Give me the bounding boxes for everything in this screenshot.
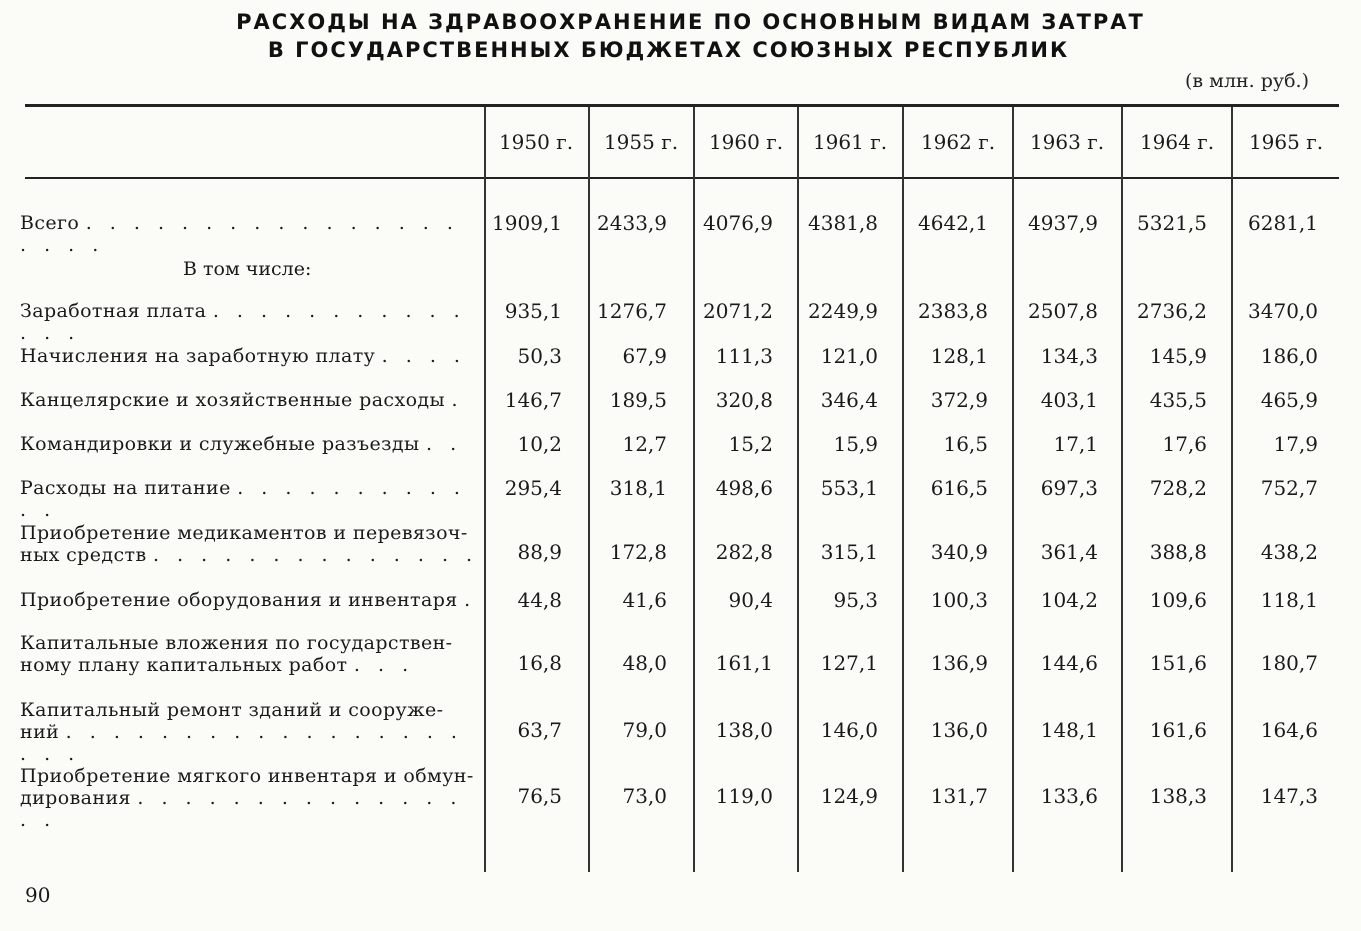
table-cell: 295,4: [504, 476, 562, 500]
table-cell: 144,6: [1040, 651, 1098, 675]
row-label-text: ний: [20, 721, 60, 743]
table-cell: 145,9: [1149, 344, 1207, 368]
row-label-line-2: [20, 787, 480, 831]
table-cell: 3470,0: [1248, 299, 1318, 323]
leader-dots: . . . . . . . . . . . . . . . . . . . .: [20, 721, 463, 765]
table-cell: 2433,9: [597, 211, 667, 235]
row-label-text: Начисления на заработную плату: [20, 345, 376, 367]
table-cell: 131,7: [930, 784, 988, 808]
table-cell: 1276,7: [597, 299, 667, 323]
table-cell: 2071,2: [703, 299, 773, 323]
table-cell: 15,2: [728, 432, 773, 456]
table-cell: 4937,9: [1028, 211, 1098, 235]
row-label: [20, 345, 480, 367]
row-label-line-2: [20, 721, 480, 765]
row-label-text: Всего: [20, 212, 80, 234]
table-cell: 118,1: [1260, 588, 1318, 612]
table-cell: 728,2: [1149, 476, 1207, 500]
leader-dots: . . . . . . . . . . . . . .: [153, 544, 479, 566]
table-cell: 186,0: [1260, 344, 1318, 368]
table-cell: 180,7: [1260, 651, 1318, 675]
table-cell: 10,2: [517, 432, 562, 456]
table-cell: 498,6: [715, 476, 773, 500]
row-label: [20, 765, 480, 831]
row-label: [20, 522, 480, 566]
table-cell: 16,8: [517, 651, 562, 675]
row-label-text: Канцелярские и хозяйственные расходы: [20, 389, 446, 411]
leader-dots: . .: [426, 433, 463, 455]
table-cell: 48,0: [622, 651, 667, 675]
table-cell: 127,1: [820, 651, 878, 675]
units-note: (в млн. руб.): [1185, 70, 1309, 92]
row-label: [20, 477, 480, 521]
row-label-line-1: Приобретение медикаментов и перевязоч-: [20, 522, 468, 544]
table-cell: 697,3: [1040, 476, 1098, 500]
row-label: [20, 389, 480, 411]
table-cell: 128,1: [930, 344, 988, 368]
table-cell: 435,5: [1149, 388, 1207, 412]
table-cell: 50,3: [517, 344, 562, 368]
table-cell: 616,5: [930, 476, 988, 500]
table-cell: 104,2: [1040, 588, 1098, 612]
year-header: 1950 г.: [498, 130, 574, 154]
table-cell: 346,4: [820, 388, 878, 412]
table-cell: 41,6: [622, 588, 667, 612]
row-label-text: Приобретение оборудования и инвентаря: [20, 589, 458, 611]
table-cell: 164,6: [1260, 718, 1318, 742]
table-cell: 4381,8: [808, 211, 878, 235]
table-cell: 1909,1: [492, 211, 562, 235]
row-label-text: Расходы на питание: [20, 477, 231, 499]
table-cell: 16,5: [943, 432, 988, 456]
table-cell: 79,0: [622, 718, 667, 742]
table-cell: 88,9: [517, 540, 562, 564]
table-cell: 134,3: [1040, 344, 1098, 368]
row-label-line-1: Капитальный ремонт зданий и сооруже-: [20, 699, 444, 721]
table-cell: 361,4: [1040, 540, 1098, 564]
table-cell: 136,0: [930, 718, 988, 742]
table-cell: 315,1: [820, 540, 878, 564]
table-cell: 124,9: [820, 784, 878, 808]
leader-dots: . . . . . . . . . . . .: [20, 477, 466, 521]
row-label: [20, 212, 480, 256]
leader-dots: .: [464, 589, 477, 611]
table-cell: 63,7: [517, 718, 562, 742]
row-label-text: дирования: [20, 787, 131, 809]
table-cell: 161,6: [1149, 718, 1207, 742]
table-cell: 76,5: [517, 784, 562, 808]
year-header: 1963 г.: [1029, 130, 1105, 154]
table-cell: 146,0: [820, 718, 878, 742]
table-cell: 15,9: [833, 432, 878, 456]
table-cell: 2736,2: [1137, 299, 1207, 323]
year-header: 1955 г.: [603, 130, 679, 154]
table-cell: 4642,1: [918, 211, 988, 235]
table-cell: 752,7: [1260, 476, 1318, 500]
leader-dots: . . . . . . . . . . . . . .: [20, 300, 466, 344]
row-label: [20, 632, 480, 676]
table-cell: 146,7: [504, 388, 562, 412]
table-cell: 935,1: [504, 299, 562, 323]
leader-dots: . . . . . . . . . . . . . . . . . . . .: [20, 212, 459, 256]
table-cell: 340,9: [930, 540, 988, 564]
year-header: 1961 г.: [812, 130, 888, 154]
table-cell: 282,8: [715, 540, 773, 564]
top-rule: [25, 104, 1339, 107]
table-cell: 318,1: [609, 476, 667, 500]
row-label-text: Заработная плата: [20, 300, 207, 322]
table-cell: 100,3: [930, 588, 988, 612]
table-cell: 189,5: [609, 388, 667, 412]
table-cell: 4076,9: [703, 211, 773, 235]
row-label-line-2: [20, 544, 480, 566]
table-cell: 320,8: [715, 388, 773, 412]
table-cell: 147,3: [1260, 784, 1318, 808]
table-cell: 90,4: [728, 588, 773, 612]
header-rule: [25, 177, 1339, 179]
row-label-line-1: Капитальные вложения по государствен-: [20, 632, 453, 654]
leader-dots: . . .: [353, 654, 415, 676]
row-label: [20, 699, 480, 765]
table-cell: 372,9: [930, 388, 988, 412]
table-cell: 148,1: [1040, 718, 1098, 742]
row-label-line-1: Приобретение мягкого инвентаря и обмун-: [20, 765, 474, 787]
table-cell: 138,3: [1149, 784, 1207, 808]
table-cell: 12,7: [622, 432, 667, 456]
table-cell: 109,6: [1149, 588, 1207, 612]
table-cell: 438,2: [1260, 540, 1318, 564]
table-cell: 6281,1: [1248, 211, 1318, 235]
row-label-line-2: [20, 654, 480, 676]
table-cell: 111,3: [715, 344, 773, 368]
table-cell: 138,0: [715, 718, 773, 742]
row-label: [20, 589, 480, 611]
table-cell: 2507,8: [1028, 299, 1098, 323]
table-cell: 67,9: [622, 344, 667, 368]
leader-dots: .: [451, 389, 464, 411]
year-header: 1964 г.: [1139, 130, 1215, 154]
table-cell: 136,9: [930, 651, 988, 675]
table-cell: 95,3: [833, 588, 878, 612]
row-label: [20, 433, 480, 455]
table-cell: 44,8: [517, 588, 562, 612]
table-cell: 465,9: [1260, 388, 1318, 412]
table-cell: 5321,5: [1137, 211, 1207, 235]
table-cell: 172,8: [609, 540, 667, 564]
table-cell: 2249,9: [808, 299, 878, 323]
year-header: 1965 г.: [1248, 130, 1324, 154]
table-title-line-2: В ГОСУДАРСТВЕННЫХ БЮДЖЕТАХ СОЮЗНЫХ РЕСПУБЛИК: [267, 38, 1070, 62]
year-header: 1960 г.: [708, 130, 784, 154]
leader-dots: . . . . . . . . . . . . . . . .: [20, 787, 463, 831]
table-cell: 17,9: [1273, 432, 1318, 456]
row-label-text: ному плану капитальных работ: [20, 654, 348, 676]
table-title-line-1: РАСХОДЫ НА ЗДРАВООХРАНЕНИЕ ПО ОСНОВНЫМ ВИДАМ ЗАТРАТ: [236, 10, 1145, 34]
table-cell: 2383,8: [918, 299, 988, 323]
table-cell: 403,1: [1040, 388, 1098, 412]
table-cell: 73,0: [622, 784, 667, 808]
page-number: 90: [25, 883, 51, 907]
subheading: В том числе:: [183, 258, 312, 280]
table-cell: 17,6: [1162, 432, 1207, 456]
table-cell: 161,1: [715, 651, 773, 675]
row-label: [20, 300, 480, 344]
table-cell: 133,6: [1040, 784, 1098, 808]
table-cell: 121,0: [820, 344, 878, 368]
leader-dots: . . . .: [381, 345, 466, 367]
table-cell: 388,8: [1149, 540, 1207, 564]
table-cell: 151,6: [1149, 651, 1207, 675]
table-cell: 119,0: [715, 784, 773, 808]
table-cell: 17,1: [1053, 432, 1098, 456]
year-header: 1962 г.: [920, 130, 996, 154]
row-label-text: Командировки и служебные разъезды: [20, 433, 420, 455]
table-cell: 553,1: [820, 476, 878, 500]
row-label-text: ных средств: [20, 544, 147, 566]
